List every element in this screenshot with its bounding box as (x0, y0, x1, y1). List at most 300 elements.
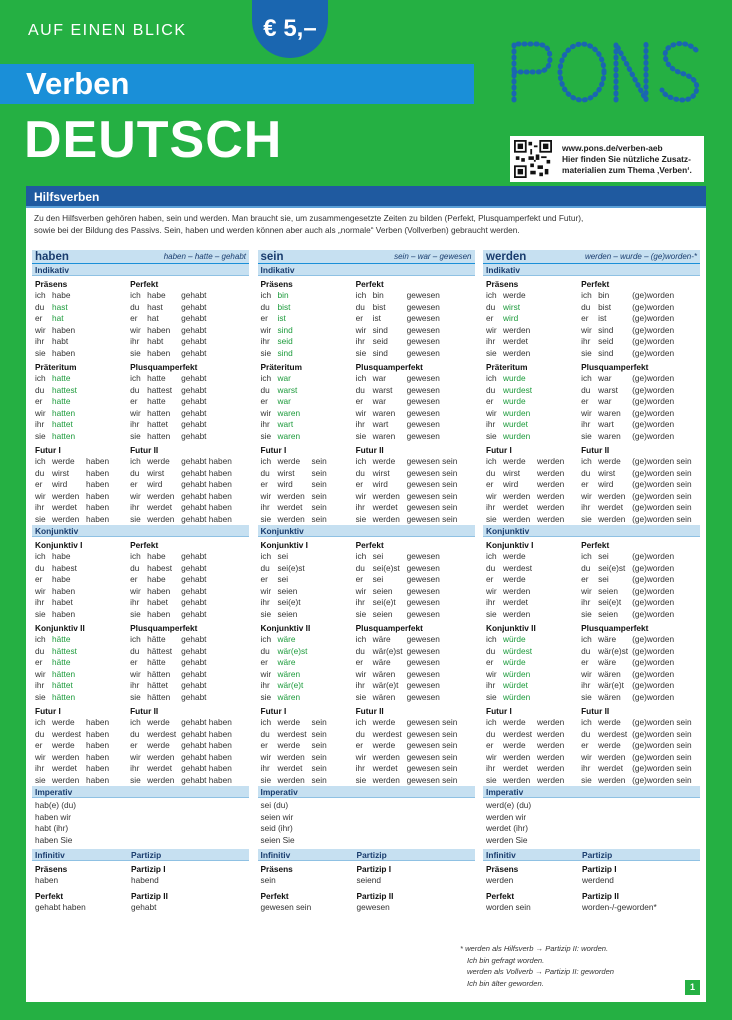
conjugation-row (130, 514, 249, 526)
conjugation-row (581, 752, 700, 764)
auxiliary-form: sind (372, 324, 388, 335)
participle-form: gewesen (406, 608, 440, 619)
conjugation-row (35, 479, 130, 491)
auxiliary-form: wäre (372, 657, 391, 667)
participle-form: gewesen (406, 585, 440, 596)
pronoun: sie (355, 347, 367, 358)
verb-header (483, 250, 700, 264)
participle-form: sein (311, 456, 327, 466)
tense-block (258, 703, 475, 786)
tense-title: Präteritum (35, 362, 77, 372)
pronoun: er (260, 396, 268, 406)
verb-form: hätte (52, 634, 71, 644)
section-indikativ: Indikativ (483, 264, 700, 276)
conjugation-row (35, 336, 130, 348)
auxiliary-form: wart (372, 419, 389, 429)
tense-title: Perfekt (35, 890, 64, 901)
verb-form: habest (52, 562, 77, 573)
auxiliary-form: sei (372, 574, 384, 584)
pronoun: du (581, 384, 591, 395)
participle-form: gehabt (181, 608, 207, 619)
pronoun: ich (130, 456, 141, 466)
conjugation-row (581, 669, 700, 681)
conjugation-row (35, 431, 130, 443)
qr-info-box (510, 136, 704, 182)
participle-form: haben (86, 456, 110, 466)
pronoun: ihr (581, 419, 591, 429)
verb-form: seien (277, 585, 298, 596)
pronoun: ihr (35, 336, 45, 346)
conjugation-row (486, 468, 581, 480)
infinitiv-perfekt: gehabt haben (35, 901, 86, 912)
pronoun: sie (260, 691, 272, 702)
conjugation-row (261, 551, 356, 563)
conjugation-row (261, 669, 356, 681)
conjugation-row (130, 634, 249, 646)
participle-form: (ge)worden (632, 657, 675, 667)
pronoun: du (130, 645, 140, 656)
verb-form: werde (503, 290, 526, 300)
verb-name: haben (35, 250, 69, 263)
participle-form: sein (311, 513, 327, 524)
auxiliary-form: war (372, 373, 386, 383)
conjugation-row (486, 502, 581, 514)
pronoun: ich (260, 634, 272, 644)
conjugation-row (356, 740, 475, 752)
conjugation-row (356, 729, 475, 741)
imperativ-form: seien Sie (260, 834, 295, 845)
auxiliary-form: werdest (52, 728, 82, 739)
auxiliary-form: werden (598, 774, 626, 785)
auxiliary-form: wart (598, 419, 614, 429)
conjugation-row (261, 574, 356, 586)
pronoun: ich (35, 551, 46, 561)
tense-block (32, 442, 249, 525)
participle-form: werden (537, 717, 565, 727)
participle-form: (ge)worden sein (632, 490, 692, 501)
tense-block (483, 703, 700, 786)
pronoun: sie (260, 513, 272, 524)
auxiliary-form: sei (372, 551, 384, 561)
imperativ-list (32, 798, 249, 849)
auxiliary-form: seien (372, 608, 393, 619)
verb-form: wär(e)t (277, 680, 304, 690)
partizip-2: gehabt (131, 901, 157, 912)
pronoun: wir (355, 490, 367, 501)
pronoun: wir (355, 668, 367, 679)
auxiliary-form: werdet (277, 502, 303, 512)
conjugation-row (35, 646, 130, 658)
conjugation-row (486, 479, 581, 491)
conjugation-row (130, 302, 249, 314)
conjugation-row (130, 468, 249, 480)
verb-header (258, 250, 475, 264)
imperativ-form: seid (ihr) (260, 823, 293, 834)
conjugation-row (356, 468, 475, 480)
tense-title: Perfekt (260, 890, 289, 901)
participle-form: gehabt haben (181, 717, 232, 727)
auxiliary-form: hätten (147, 691, 171, 702)
conjugation-row (261, 336, 356, 348)
auxiliary-form: werden (147, 774, 175, 785)
verb-form: wurden (503, 430, 531, 441)
pronoun: wir (130, 407, 141, 418)
auxiliary-form: werde (277, 740, 301, 750)
pronoun: er (581, 396, 589, 406)
qr-desc-1: Hier finden Sie nützliche Zusatz- (562, 153, 691, 164)
tense-block (32, 703, 249, 786)
conjugation-row (581, 348, 700, 360)
participle-form: (ge)worden (632, 574, 675, 584)
pronoun: ich (35, 634, 46, 644)
auxiliary-form: sind (598, 324, 614, 335)
conjugation-row (486, 692, 581, 704)
participle-form: (ge)worden (632, 347, 675, 358)
conjugation-row (581, 468, 700, 480)
participle-form: gewesen (406, 313, 440, 323)
conjugation-row (356, 775, 475, 787)
intro-line-1: Zu den Hilfsverben gehören haben, sein und werden. Man braucht sie, um zusammengesetzte Zeiten zu bilden (Perfekt, Plusquamperfekt und Futur), (34, 213, 584, 223)
pronoun: wir (355, 324, 367, 335)
pronoun: er (355, 479, 363, 489)
pronoun: sie (581, 513, 592, 524)
participle-form: gehabt haben (181, 728, 232, 739)
tense-title: Futur II (581, 706, 610, 716)
conjugation-row (356, 385, 475, 397)
pronoun: ihr (581, 597, 591, 607)
conjugation-row (486, 775, 581, 787)
verb-column-sein (258, 250, 475, 913)
partizip-1: werdend (582, 875, 614, 886)
auxiliary-form: hat (147, 313, 159, 323)
participle-form: (ge)worden (632, 290, 675, 300)
conjugation-row (356, 609, 475, 621)
auxiliary-form: habe (147, 551, 166, 561)
participle-form: gehabt (181, 574, 207, 584)
auxiliary-form: werden (372, 751, 400, 762)
section-konjunktiv: Konjunktiv (32, 525, 249, 537)
pronoun: du (35, 467, 45, 478)
pronoun: er (130, 574, 138, 584)
participle-form: (ge)worden sein (632, 751, 692, 762)
pronoun: ihr (35, 419, 45, 429)
conjugation-row (581, 491, 700, 503)
participle-form: gehabt (181, 384, 207, 395)
conjugation-row (130, 609, 249, 621)
pronoun: ihr (355, 502, 365, 512)
verb-form: wurde (503, 373, 526, 383)
pronoun: sie (355, 608, 367, 619)
conjugation-row (486, 431, 581, 443)
tense-futur1 (261, 444, 356, 525)
tense-title: Präsens (260, 279, 293, 289)
verb-header (32, 250, 249, 264)
participle-form: gewesen (406, 551, 440, 561)
conjugation-row (261, 431, 356, 443)
infinitiv-praesens: sein (260, 875, 276, 886)
page-number: 1 (685, 980, 700, 995)
tense-block (258, 359, 475, 442)
conjugation-row (130, 775, 249, 787)
auxiliary-form: werdet (503, 502, 528, 512)
auxiliary-form: werde (277, 456, 301, 466)
participle-form: gewesen sein (406, 513, 458, 524)
conjugation-row (130, 325, 249, 337)
pronoun: ihr (35, 502, 45, 512)
pronoun: wir (486, 490, 497, 501)
verb-principal-forms: werden – wurde – (ge)worden-* (584, 252, 697, 261)
verb-form: sei (277, 551, 289, 561)
conjugation-row (261, 302, 356, 314)
imperativ-form: werdet (ihr) (486, 823, 528, 834)
auxiliary-form: war (598, 373, 612, 383)
conjugation-row (356, 574, 475, 586)
conjugation-row (581, 692, 700, 704)
pronoun: ich (35, 717, 46, 727)
conjugation-row (581, 646, 700, 658)
auxiliary-form: werde (598, 740, 621, 750)
qr-url[interactable]: www.pons.de/verben-aeb (562, 142, 663, 153)
conjugation-row (356, 336, 475, 348)
pronoun: wir (260, 668, 272, 679)
auxiliary-form: werde (52, 456, 75, 466)
pronoun: du (130, 301, 140, 312)
tense-title: Perfekt (130, 279, 159, 289)
auxiliary-form: werdet (372, 763, 398, 773)
imperativ-form: haben Sie (35, 834, 73, 845)
participle-form: gewesen (406, 691, 440, 702)
pronoun: ihr (35, 680, 45, 690)
pronoun: ich (486, 456, 497, 466)
conjugation-row (35, 456, 130, 468)
pronoun: er (581, 740, 589, 750)
conjugation-row (35, 717, 130, 729)
conjugation-row (356, 551, 475, 563)
auxiliary-form: werde (147, 740, 170, 750)
conjugation-row (356, 431, 475, 443)
conjugation-row (581, 717, 700, 729)
participle-form: (ge)worden (632, 407, 675, 418)
pronoun: ihr (486, 597, 496, 607)
auxiliary-form: wär(e)t (372, 680, 399, 690)
subtitle-bar: Verben (0, 64, 474, 104)
pronoun: er (355, 574, 363, 584)
verb-form: wär(e)st (277, 645, 308, 656)
tense-block (258, 276, 475, 359)
auxiliary-form: wirst (598, 467, 616, 478)
pronoun: wir (260, 407, 272, 418)
verb-form: werdet (503, 597, 528, 607)
tense-title: Konjunktiv I (35, 540, 83, 550)
conjugation-row (261, 290, 356, 302)
conjugation-row (130, 313, 249, 325)
participle-form: gehabt (181, 645, 207, 656)
tense-title: Konjunktiv II (35, 623, 85, 633)
infinitiv-praesens: haben (35, 875, 59, 886)
conjugation-row (486, 408, 581, 420)
participle-form: (ge)worden (632, 384, 675, 395)
conjugation-row (130, 680, 249, 692)
conjugation-row (356, 717, 475, 729)
participle-form: gehabt (181, 634, 207, 644)
participle-form: (ge)worden sein (632, 763, 692, 773)
verb-form: hätten (52, 668, 76, 679)
conjugation-row (486, 597, 581, 609)
conjugation-row (130, 348, 249, 360)
participle-form: werden (537, 467, 565, 478)
conjugation-row (261, 325, 356, 337)
verb-form: werden (503, 585, 531, 596)
auxiliary-form: werden (52, 490, 80, 501)
pronoun: ihr (130, 502, 140, 512)
auxiliary-form: sei (598, 551, 609, 561)
participle-form: gehabt haben (181, 456, 232, 466)
auxiliary-form: hast (147, 301, 163, 312)
pronoun: ich (35, 373, 46, 383)
participle-form: sein (311, 502, 327, 512)
pronoun: er (35, 479, 43, 489)
pronoun: wir (486, 751, 497, 762)
conjugation-row (261, 646, 356, 658)
conjugation-row (486, 563, 581, 575)
verb-form: ist (277, 313, 286, 323)
pronoun: du (355, 301, 365, 312)
participle-form: gewesen (406, 597, 440, 607)
section-infinitiv-partizip (483, 849, 700, 861)
conjugation-row (261, 775, 356, 787)
conjugation-row (486, 609, 581, 621)
infinitiv-block (32, 861, 249, 913)
pronoun: wir (130, 490, 141, 501)
participle-form: gehabt haben (181, 740, 232, 750)
conjugation-row (130, 385, 249, 397)
verb-form: hätten (52, 691, 76, 702)
auxiliary-form: werden (147, 513, 175, 524)
pronoun: du (355, 384, 365, 395)
participle-form: gewesen (406, 290, 440, 300)
participle-form: gewesen sein (406, 740, 458, 750)
infinitiv-forms (486, 863, 582, 913)
verb-form: sei(e)t (277, 597, 301, 607)
section-konjunktiv: Konjunktiv (258, 525, 475, 537)
partizip-forms (131, 863, 227, 913)
section-konjunktiv: Konjunktiv (483, 525, 700, 537)
pronoun: wir (581, 324, 592, 335)
auxiliary-form: werden (52, 774, 80, 785)
pronoun: du (260, 384, 270, 395)
participle-form: (ge)worden sein (632, 717, 692, 727)
verb-form: haben (52, 608, 76, 619)
auxiliary-form: sei (598, 574, 609, 584)
pronoun: ich (355, 717, 367, 727)
pronoun: er (35, 396, 43, 406)
tense-title: Konjunktiv II (260, 623, 311, 633)
tense-praeteritum (35, 361, 130, 442)
auxiliary-form: sind (372, 347, 388, 358)
pronoun: ich (260, 717, 272, 727)
participle-form: gewesen sein (406, 728, 458, 739)
pronoun: ich (260, 456, 272, 466)
tense-konj2 (261, 622, 356, 703)
footnote-line: Ich bin älter geworden. (467, 978, 544, 988)
auxiliary-form: wird (277, 479, 293, 489)
participle-form: (ge)worden sein (632, 467, 692, 478)
conjugation-row (581, 396, 700, 408)
participle-form: (ge)worden (632, 668, 675, 679)
verb-form: würden (503, 668, 531, 679)
conjugation-row (486, 551, 581, 563)
auxiliary-form: werdet (598, 763, 624, 773)
tense-title: Plusquamperfekt (355, 623, 423, 633)
conjugation-row (261, 385, 356, 397)
tense-block (258, 620, 475, 703)
pronoun: ich (130, 373, 141, 383)
qr-code-icon[interactable] (514, 140, 552, 178)
pronoun: ich (581, 290, 592, 300)
auxiliary-form: sind (598, 347, 614, 358)
conjugation-row (356, 502, 475, 514)
content-panel (26, 186, 706, 1002)
auxiliary-form: warst (372, 384, 393, 395)
participle-form: werden (537, 740, 565, 750)
pronoun: er (581, 479, 589, 489)
conjugation-row (581, 680, 700, 692)
participle-form: werden (537, 763, 565, 773)
pronoun: ich (260, 373, 272, 383)
auxiliary-form: waren (598, 430, 621, 441)
tense-title: Präsens (486, 279, 519, 289)
tense-futur2 (356, 444, 475, 525)
auxiliary-form: haben (147, 585, 171, 596)
conjugation-row (130, 373, 249, 385)
verb-column-haben (32, 250, 249, 913)
conjugation-row (356, 657, 475, 669)
conjugation-row (261, 692, 356, 704)
participle-form: (ge)worden (632, 336, 675, 346)
auxiliary-form: werde (503, 740, 526, 750)
pronoun: ihr (260, 680, 270, 690)
tense-title: Futur I (35, 445, 61, 455)
conjugation-row (35, 729, 130, 741)
participle-form: (ge)worden (632, 634, 675, 644)
conjugation-row (35, 313, 130, 325)
pronoun: er (486, 574, 494, 584)
auxiliary-form: habe (147, 574, 166, 584)
pronoun: er (35, 574, 43, 584)
infinitiv-block (483, 861, 700, 913)
auxiliary-form: werden (277, 513, 305, 524)
conjugation-row (486, 680, 581, 692)
pronoun: ich (581, 456, 592, 466)
auxiliary-form: werdest (598, 728, 628, 739)
tense-futur1 (486, 444, 581, 525)
participle-form: gewesen (406, 301, 440, 312)
conjugation-row (581, 313, 700, 325)
tense-title: Partizip II (131, 890, 168, 901)
tense-konj1_perf (581, 539, 700, 620)
pronoun: ihr (355, 763, 365, 773)
auxiliary-form: werdet (598, 502, 624, 512)
pronoun: du (355, 467, 365, 478)
conjugation-row (486, 396, 581, 408)
imperativ-list (483, 798, 700, 849)
pronoun: du (581, 728, 591, 739)
conjugation-row (261, 680, 356, 692)
participle-form: gewesen sein (406, 456, 458, 466)
auxiliary-form: habe (147, 290, 166, 300)
pronoun: ihr (355, 680, 365, 690)
partizip-1: seiend (356, 875, 381, 886)
